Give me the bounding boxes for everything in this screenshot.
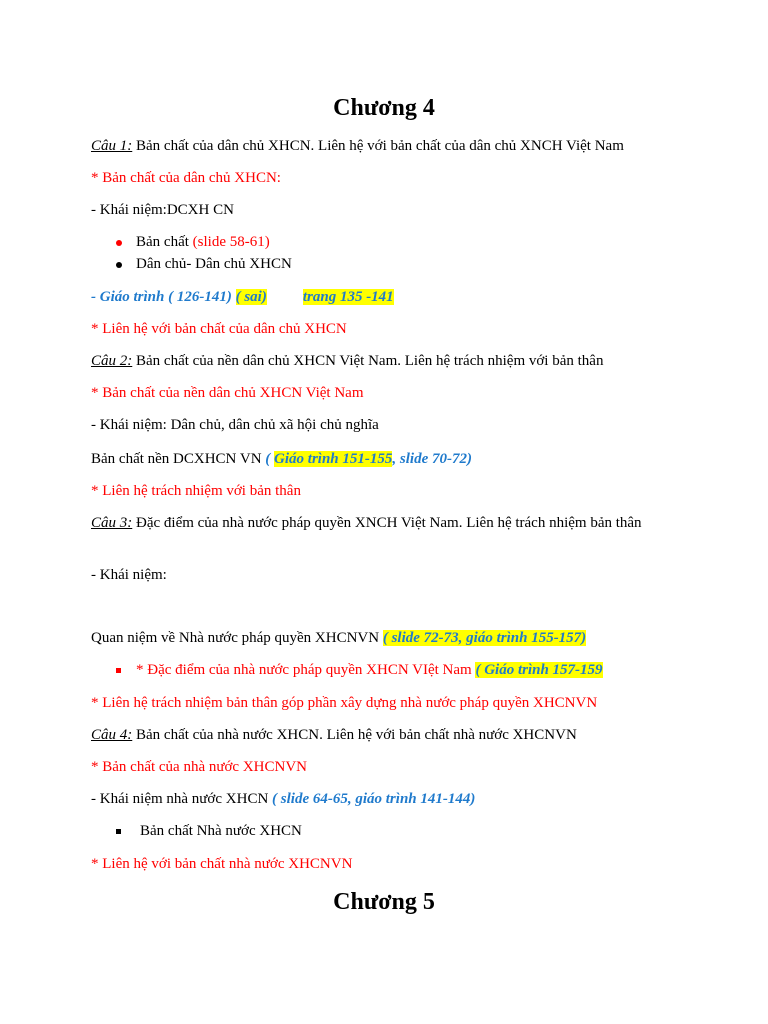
- q2-relation-heading: * Liên hệ trách nhiệm với bản thân: [91, 483, 301, 499]
- q3-view-ref: ( slide 72-73, giáo trình 155-157): [382, 630, 587, 646]
- q2-nature-ref-textbook: Giáo trình 151-155: [274, 451, 393, 467]
- question-2-label: Câu 2:: [91, 353, 133, 369]
- q1-reference: [91, 288, 728, 307]
- q4-concept-text: - Khái niệm nhà nước XHCN: [91, 791, 273, 807]
- question-3-label: Câu 3:: [91, 515, 133, 531]
- question-3: [91, 514, 691, 533]
- question-1-label: Câu 1:: [91, 138, 133, 154]
- q3-feature-text: * Đặc điểm của nhà nước pháp quyền XHCN VIệt Nam: [136, 662, 476, 678]
- bullet-square-icon: [116, 829, 121, 834]
- question-2-text: Bản chất của nền dân chủ XHCN Việt Nam. Liên hệ trách nhiệm với bản thân: [132, 353, 604, 369]
- q4-relation-heading: * Liên hệ với bản chất nhà nước XHCNVN: [91, 856, 353, 872]
- q2-concept: - Khái niệm: Dân chủ, dân chủ xã hội chủ nghĩa: [91, 417, 379, 433]
- question-3-text: Đặc điểm của nhà nước pháp quyền XNCH Việt Nam. Liên hệ trách nhiệm bản thân: [132, 515, 642, 531]
- q1-nature-heading: * Bản chất của dân chủ XHCN:: [91, 170, 281, 186]
- bullet-dot-icon: [116, 262, 122, 268]
- q1-bullet-1-text: Bản chất: [136, 234, 193, 250]
- question-2: [91, 352, 728, 371]
- q3-feature-bullet: [136, 661, 603, 680]
- bullet-dot-icon: [116, 240, 122, 246]
- question-4-label: Câu 4:: [91, 727, 133, 743]
- q4-concept-ref: ( slide 64-65, giáo trình 141-144): [272, 791, 476, 807]
- q2-nature-heading: * Bản chất của nền dân chủ XHCN Việt Nam: [91, 385, 364, 401]
- q1-relation-heading: * Liên hệ với bản chất của dân chủ XHCN: [91, 321, 347, 337]
- question-4-text: Bản chất của nhà nước XHCN. Liên hệ với bản chất nhà nước XHCNVN: [132, 727, 577, 743]
- q3-view-text: Quan niệm về Nhà nước pháp quyền XHCNVN: [91, 630, 383, 646]
- bullet-square-icon: [116, 668, 121, 673]
- question-1: [91, 137, 728, 156]
- q1-ref-pages: trang 135 -141: [302, 289, 394, 305]
- q1-concept: - Khái niệm:DCXH CN: [91, 202, 234, 218]
- q4-concept: [91, 790, 728, 809]
- q3-relation-heading: * Liên hệ trách nhiệm bản thân góp phần xây dựng nhà nước pháp quyền XHCNVN: [91, 695, 598, 711]
- q3-view: [91, 629, 728, 648]
- q1-bullet-2: Dân chủ- Dân chủ XHCN: [136, 256, 292, 272]
- q3-feature-ref: ( Giáo trình 157-159: [475, 662, 603, 678]
- q1-ref-textbook: - Giáo trình ( 126-141): [91, 289, 236, 305]
- q1-ref-wrong: ( sai): [235, 289, 267, 305]
- q4-nature-heading: * Bản chất của nhà nước XHCNVN: [91, 759, 308, 775]
- question-4: [91, 726, 728, 745]
- q2-nature: [91, 450, 728, 469]
- q3-concept: - Khái niệm:: [91, 567, 167, 583]
- q2-nature-ref-open: (: [265, 451, 275, 467]
- q2-nature-text: Bản chất nền DCXHCN VN: [91, 451, 266, 467]
- question-1-text: Bản chất của dân chủ XHCN. Liên hệ với bản chất của dân chủ XNCH Việt Nam: [132, 138, 624, 154]
- chapter-4-title: Chương 4: [333, 95, 435, 121]
- q1-bullet-1-ref: (slide 58-61): [192, 234, 270, 250]
- q1-bullet-1: [136, 233, 270, 252]
- q2-nature-ref-slide: , slide 70-72): [392, 451, 472, 467]
- q4-bullet: Bản chất Nhà nước XHCN: [140, 823, 302, 839]
- chapter-5-title: Chương 5: [333, 889, 435, 915]
